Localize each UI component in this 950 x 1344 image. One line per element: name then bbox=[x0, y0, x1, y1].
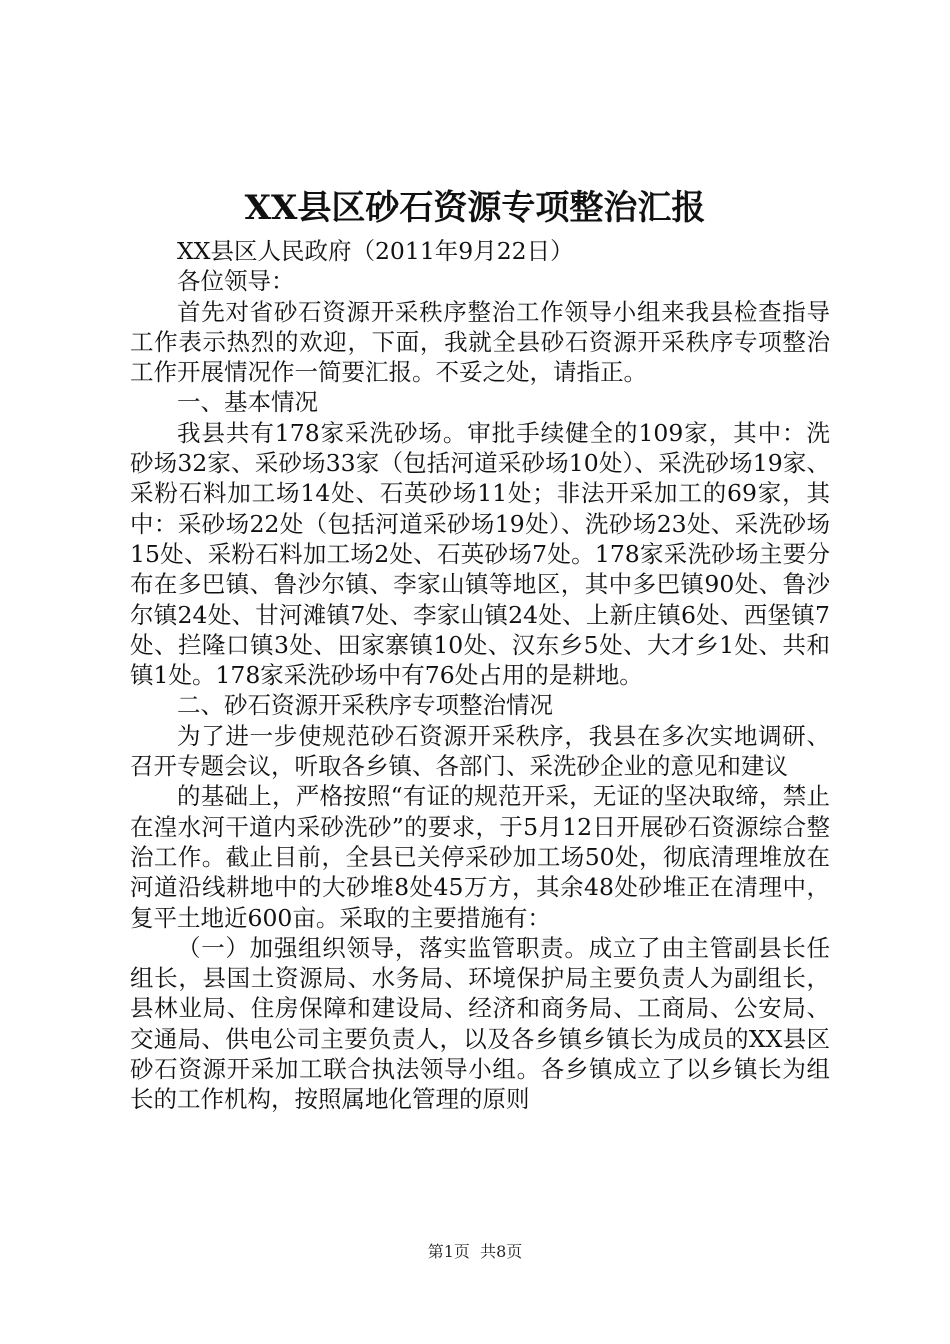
section-heading: 一、基本情况 bbox=[177, 388, 318, 417]
issuer-line: XX县区人民政府（2011年9月22日） bbox=[177, 237, 574, 265]
salutation: 各位领导： bbox=[177, 267, 295, 296]
section-heading: 二、砂石资源开采秩序专项整治情况 bbox=[177, 691, 553, 720]
paragraph: 的基础上，严格按照“有证的规范开采，无证的坚决取缔，禁止在湟水河干道内采砂洗砂”的要求，于5月12日开展砂石资源综合整治工作。截止目前，全县已关停采砂加工场50处，彻底清理堆放在河道沿线耕地中的大砂堆8处45万方，其余48处砂堆正在清理中，复平土地近600亩。采取的主要措施有： bbox=[130, 782, 830, 932]
paragraph: 首先对省砂石资源开采秩序整治工作领导小组来我县检查指导工作表示热烈的欢迎，下面，我就全县砂石资源开采秩序专项整治工作开展情况作一简要汇报。不妥之处，请指正。 bbox=[130, 297, 830, 387]
page-total: 共8页 bbox=[480, 1242, 523, 1261]
paragraph: 我县共有178家采洗砂场。审批手续健全的109家，其中：洗砂场32家、采砂场33家（包括河道采砂场10处）、采洗砂场19家、采粉石料加工场14处、石英砂场11处；非法开采加工的69家，其中：采砂场22处（包括河道采砂场19处）、洗砂场23处、采洗砂场15处、采粉石料加工场2处、石英砂场7处。178家采洗砂场主要分布在多巴镇、鲁沙尔镇、李家山镇等地区，其中多巴镇90处、鲁沙尔镇24处、甘河滩镇7处、李家山镇24处、上新庄镇6处、西堡镇7处、拦隆口镇3处、田家寨镇10处、汉东乡5处、大才乡1处、共和镇1处。178家采洗砂场中有76处占用的是耕地。 bbox=[130, 418, 830, 690]
document-body bbox=[130, 236, 830, 1115]
page-number: 第1页 bbox=[427, 1242, 470, 1261]
paragraph: 为了进一步使规范砂石资源开采秩序，我县在多次实地调研、召开专题会议，听取各乡镇、各部门、采洗砂企业的意见和建议 bbox=[130, 721, 830, 781]
document-title: XX县区砂石资源专项整治汇报 bbox=[244, 188, 706, 228]
paragraph: （一）加强组织领导，落实监管职责。成立了由主管副县长任组长，县国土资源局、水务局、环境保护局主要负责人为副组长，县林业局、住房保障和建设局、经济和商务局、工商局、公安局、交通局、供电公司主要负责人，以及各乡镇乡镇长为成员的XX县区砂石资源开采加工联合执法领导小组。各乡镇成立了以乡镇长为组长的工作机构，按照属地化管理的原则 bbox=[130, 933, 830, 1114]
page-footer bbox=[0, 1242, 950, 1262]
